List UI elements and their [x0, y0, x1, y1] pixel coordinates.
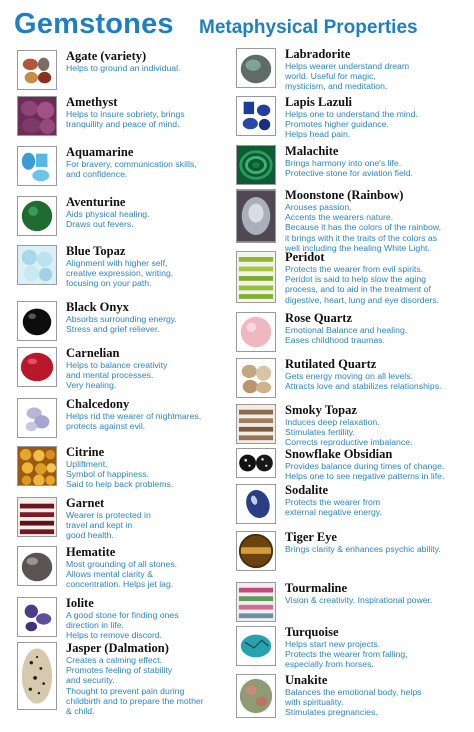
gem-description: Provides balance during times of change. Helps one to see negative patterns in life.: [285, 461, 445, 482]
moonstone-image: [236, 189, 276, 243]
unakite-image: [236, 674, 276, 718]
chalcedony-image: [17, 398, 57, 438]
smoky-topaz-image: [236, 404, 276, 444]
gem-name: Garnet: [66, 496, 105, 510]
gem-description: Protects the wearer from evil spirits. Peridot is said to help slow the aging process, and to aid in the treatment of digestive, heart, lung and eye disorders.: [285, 264, 440, 305]
gem-name: Snowflake Obsidian: [285, 447, 393, 461]
amethyst-image: [17, 96, 57, 136]
gem-name: Tiger Eye: [285, 530, 337, 544]
gem-name: Tourmaline: [285, 581, 348, 595]
gem-description: Wearer is protected in travel and kept in good health.: [66, 510, 151, 541]
gem-description: Helps to insure sobriety, brings tranquility and peace of mind.: [66, 109, 185, 130]
peridot-image: [236, 251, 276, 303]
gem-description: Brings harmony into one's life. Protective stone for aviation field.: [285, 158, 413, 179]
gem-name: Aventurine: [66, 195, 126, 209]
gem-name: Agate (variety): [66, 49, 147, 63]
gem-name: Unakite: [285, 673, 328, 687]
sodalite-image: [236, 484, 276, 524]
gem-description: A good stone for finding ones direction in life. Helps to remove discord.: [66, 610, 179, 641]
gem-description: Brings clarity & enhances psychic ability.: [285, 544, 441, 554]
jasper-image: [17, 642, 57, 710]
gem-description: Balances the emotional body, helps with spirituality. Stimulates pregnancies.: [285, 687, 422, 718]
gem-name: Sodalite: [285, 483, 329, 497]
gem-name: Lapis Lazuli: [285, 95, 353, 109]
malachite-image: [236, 145, 276, 185]
lapis-lazuli-image: [236, 96, 276, 136]
rutilated-quartz-image: [236, 358, 276, 398]
gem-description: Arouses passion. Accents the wearers nature. Because it has the colors of the rainbow, it brings with it the traits of the colors as well including the healing White Light.: [285, 202, 441, 253]
gem-description: Helps wearer understand dream world. Useful for magic, mysticism, and meditation.: [285, 61, 410, 92]
gem-name: Iolite: [66, 596, 94, 610]
gem-description: Creates a calming effect. Promotes feeling of stability and security. Thought to prevent pain during childbirth and to prepare the mother & child.: [66, 655, 204, 717]
gem-description: Helps one to understand the mind. Promotes higher guidance. Helps head pain.: [285, 109, 418, 140]
gem-description: Most grounding of all stones. Allows mental clarity & concentration. Helps jet lag.: [66, 559, 178, 590]
gem-name: Turquoise: [285, 625, 339, 639]
gem-description: Absorbs surrounding energy. Stress and grief reliever.: [66, 314, 177, 335]
gem-description: Protects the wearer from external negative energy.: [285, 497, 382, 518]
gem-name: Moonstone (Rainbow): [285, 188, 404, 202]
gem-name: Blue Topaz: [66, 244, 126, 258]
garnet-image: [17, 497, 57, 537]
gem-name: Aquamarine: [66, 145, 134, 159]
turquoise-image: [236, 626, 276, 666]
page-subtitle: Metaphysical Properties: [199, 17, 418, 38]
gem-name: Smoky Topaz: [285, 403, 357, 417]
iolite-image: [17, 597, 57, 637]
citrine-image: [17, 446, 57, 486]
black-onyx-image: [17, 301, 57, 341]
gem-name: Black Onyx: [66, 300, 129, 314]
gem-name: Carnelian: [66, 346, 120, 360]
gem-description: Alignment with higher self, creative expression, writing, focusing on your path.: [66, 258, 174, 289]
hematite-image: [17, 546, 57, 586]
gem-description: Upliftment. Symbol of happiness. Said to help back problems.: [66, 459, 174, 490]
gem-description: Helps to ground an individual.: [66, 63, 181, 73]
gem-name: Hematite: [66, 545, 116, 559]
gem-description: Induces deep relaxation. Stimulates fertility. Corrects reproductive imbalance.: [285, 417, 413, 448]
gem-description: Gets energy moving on all levels. Attracts love and stabilizes relationships.: [285, 371, 442, 392]
blue-topaz-image: [17, 245, 57, 285]
gem-name: Chalcedony: [66, 397, 130, 411]
tourmaline-image: [236, 582, 276, 622]
rose-quartz-image: [236, 312, 276, 352]
carnelian-image: [17, 347, 57, 387]
gem-description: Helps start new projects. Protects the wearer from falling, especially from horses.: [285, 639, 408, 670]
gem-description: For bravery, communication skills, and confidence.: [66, 159, 197, 180]
gem-description: Emotional Balance and healing. Eases childhood traumas.: [285, 325, 408, 346]
aventurine-image: [17, 196, 57, 236]
gem-name: Labradorite: [285, 47, 351, 61]
gem-description: Helps to balance creativity and mental processes. Very healing.: [66, 360, 168, 391]
gem-name: Rose Quartz: [285, 311, 352, 325]
gem-description: Helps rid the wearer of nightmares, protects against evil.: [66, 411, 202, 432]
gem-name: Peridot: [285, 250, 325, 264]
agate-image: [17, 50, 57, 90]
tiger-eye-image: [236, 531, 276, 571]
gem-name: Rutilated Quartz: [285, 357, 377, 371]
gem-name: Amethyst: [66, 95, 118, 109]
gem-name: Citrine: [66, 445, 105, 459]
page-header: [14, 8, 464, 44]
aquamarine-image: [17, 146, 57, 186]
gem-description: Aids physical healing. Draws out fevers.: [66, 209, 150, 230]
labradorite-image: [236, 48, 276, 88]
gem-name: Malachite: [285, 144, 339, 158]
page-title: Gemstones: [14, 8, 174, 40]
gem-description: Vision & creativity. Inspirational power.: [285, 595, 433, 605]
gem-name: Jasper (Dalmation): [66, 641, 169, 655]
snowflake-obsidian-image: [236, 448, 276, 478]
